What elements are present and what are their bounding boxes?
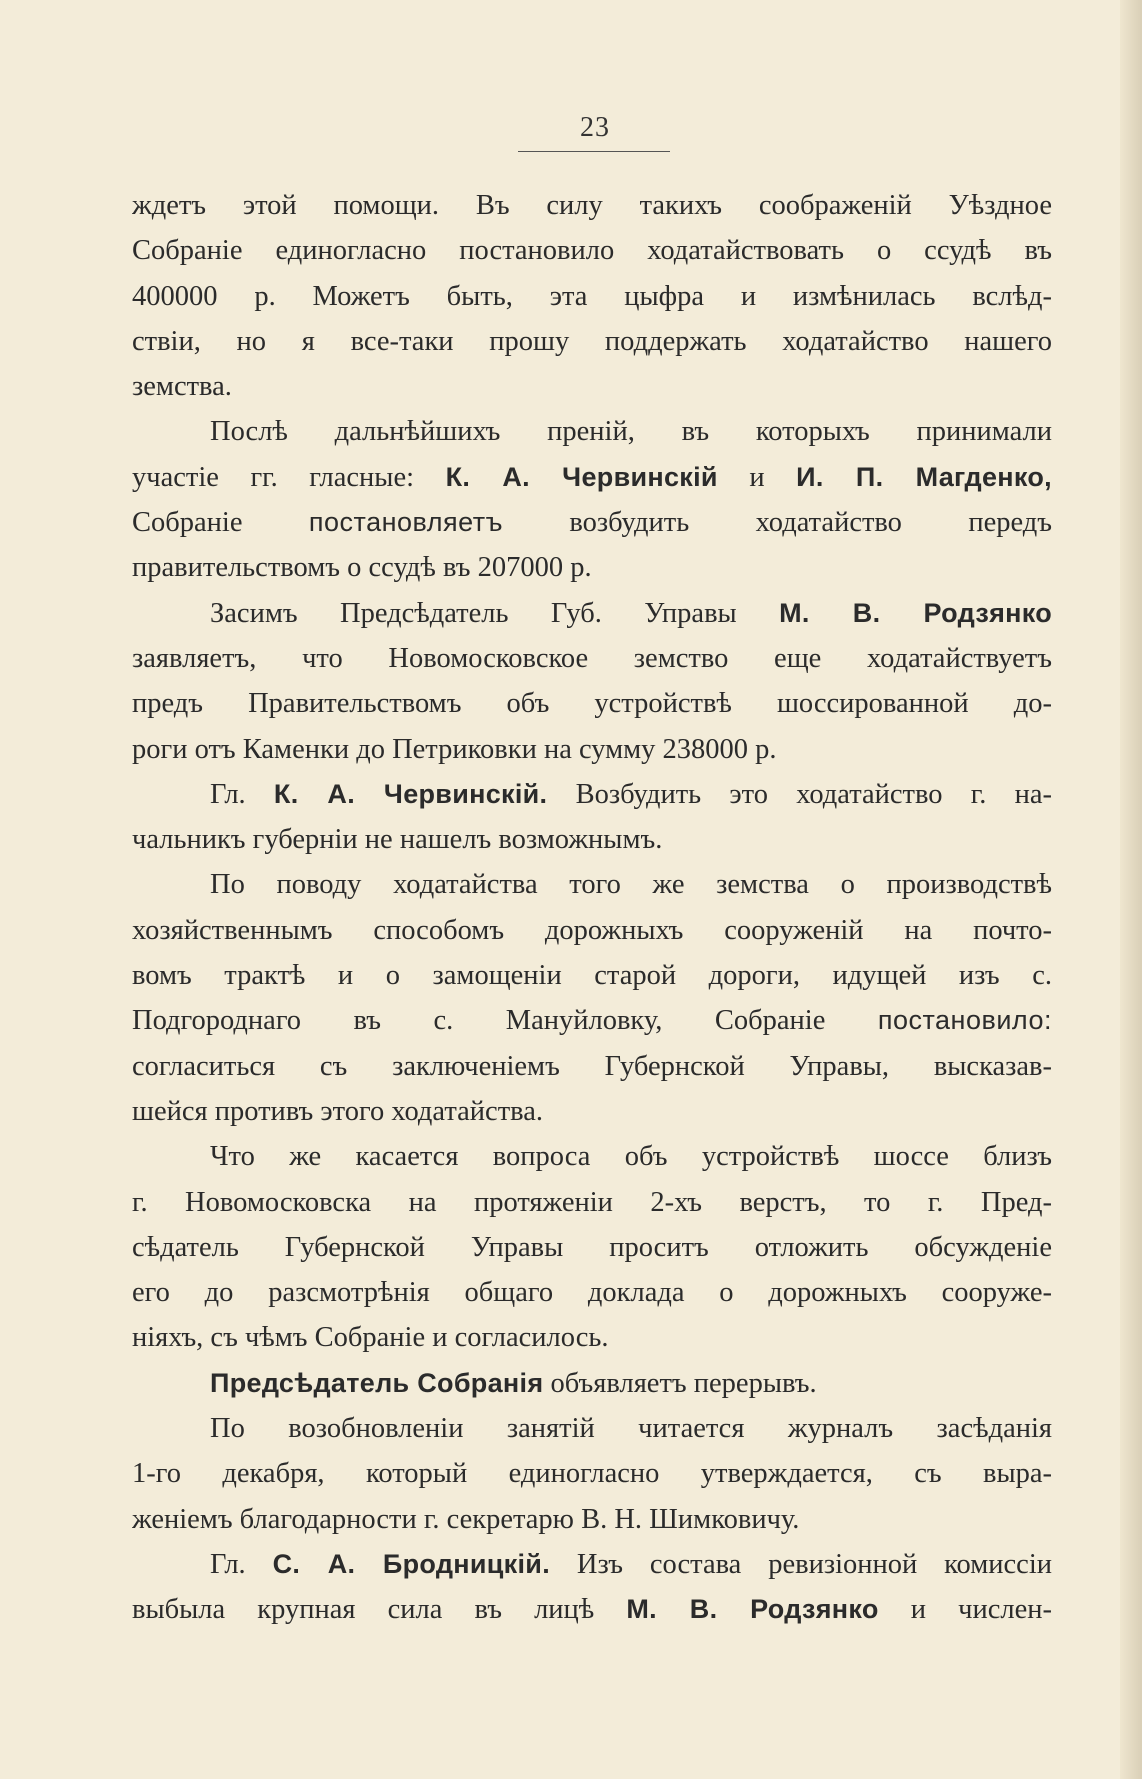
person-name: М. В. Родзянко — [779, 597, 1052, 628]
person-name: К. А. Червинскій — [445, 461, 718, 492]
person-name: И. П. Магденко, — [796, 461, 1052, 492]
text-line: 1-го декабря, который единогласно утверждается, съ выра- — [132, 1458, 1052, 1490]
text-line: г. Новомосковска на протяженіи 2-хъ верстъ, то г. Пред- — [132, 1186, 1052, 1218]
text-line: согласиться съ заключеніемъ Губернской Управы, высказав- — [132, 1050, 1052, 1082]
text-line: ствіи, но я все-таки прошу поддержать ходатайство нашего — [132, 325, 1052, 357]
person-name: С. А. Бродницкій. — [272, 1548, 551, 1579]
person-name: М. В. Родзянко — [626, 1594, 879, 1625]
person-name: К. А. Червинскій. — [273, 778, 548, 809]
text-line: земства. — [132, 371, 232, 403]
text-line: ждетъ этой помощи. Въ силу такихъ соображеній Уѣздное — [132, 190, 1052, 221]
text-line: Собраніе постановляетъ возбудить ходатайство передъ — [132, 507, 1052, 539]
text-line: хозяйственнымъ способомъ дорожныхъ сооруженій на почто- — [132, 914, 1052, 946]
text-line: Собраніе единогласно постановило ходатайствовать о ссудѣ въ — [132, 235, 1052, 267]
text-line: заявляетъ, что Новомосковское земство еще ходатайствуетъ — [132, 642, 1052, 674]
text-line: шейся противъ этого ходатайства. — [132, 1095, 544, 1127]
text-line: Гл. К. А. Червинскій. Возбудить это ходатайство г. на- — [210, 778, 1052, 810]
page-number-rule — [518, 151, 670, 152]
text-line: чальникъ губерніи не нашелъ возможнымъ. — [132, 824, 663, 856]
text-line: женіемъ благодарности г. секретарю В. Н. Шимковичу. — [132, 1503, 800, 1535]
person-name: Предсѣдатель Собранія — [210, 1367, 544, 1398]
text-line: Что же касается вопроса объ устройствѣ шоссе близъ — [210, 1141, 1052, 1173]
spaced-emphasis: постановляетъ — [308, 507, 503, 538]
spaced-emphasis: постановило: — [877, 1005, 1052, 1036]
text-line: По поводу ходатайства того же земства о производствѣ — [210, 869, 1052, 901]
text-line: вомъ трактѣ и о замощеніи старой дороги, идущей изъ с. — [132, 960, 1052, 992]
page-number: 23 — [580, 112, 610, 143]
text-line: ніяхъ, съ чѣмъ Собраніе и согласилось. — [132, 1322, 609, 1354]
text-line: Предсѣдатель Собранія объявляетъ перерывъ. — [210, 1367, 817, 1399]
text-line: его до разсмотрѣнія общаго доклада о дорожныхъ сооруже- — [132, 1277, 1052, 1309]
text-line: участіе гг. гласные: К. А. Червинскій и И. П. Магденко, — [132, 461, 1052, 493]
text-line: Гл. С. А. Бродницкій. Изъ состава ревизіонной комиссіи — [210, 1548, 1052, 1580]
text-line: По возобновленіи занятій читается журналъ засѣданія — [210, 1413, 1052, 1445]
text-line: роги отъ Каменки до Петриковки на сумму 238000 р. — [132, 733, 777, 765]
text-line: сѣдатель Губернской Управы проситъ отложить обсужденіе — [132, 1231, 1052, 1263]
text-line: 400000 р. Можетъ быть, эта цыфра и измѣнилась вслѣд- — [132, 280, 1052, 312]
text-line: предъ Правительствомъ объ устройствѣ шоссированной до- — [132, 688, 1052, 720]
text-line: выбыла крупная сила въ лицѣ М. В. Родзянко и числен- — [132, 1594, 1052, 1626]
text-line: правительствомъ о ссудѣ въ 207000 р. — [132, 552, 592, 584]
body-text — [132, 183, 1052, 1633]
text-line: Подгороднаго въ с. Мануйловку, Собраніе постановило: — [132, 1005, 1052, 1037]
text-line: Засимъ Предсѣдатель Губ. Управы М. В. Родзянко — [210, 597, 1052, 629]
text-line: Послѣ дальнѣйшихъ преній, въ которыхъ принимали — [210, 416, 1052, 448]
page-edge — [1120, 0, 1142, 1779]
